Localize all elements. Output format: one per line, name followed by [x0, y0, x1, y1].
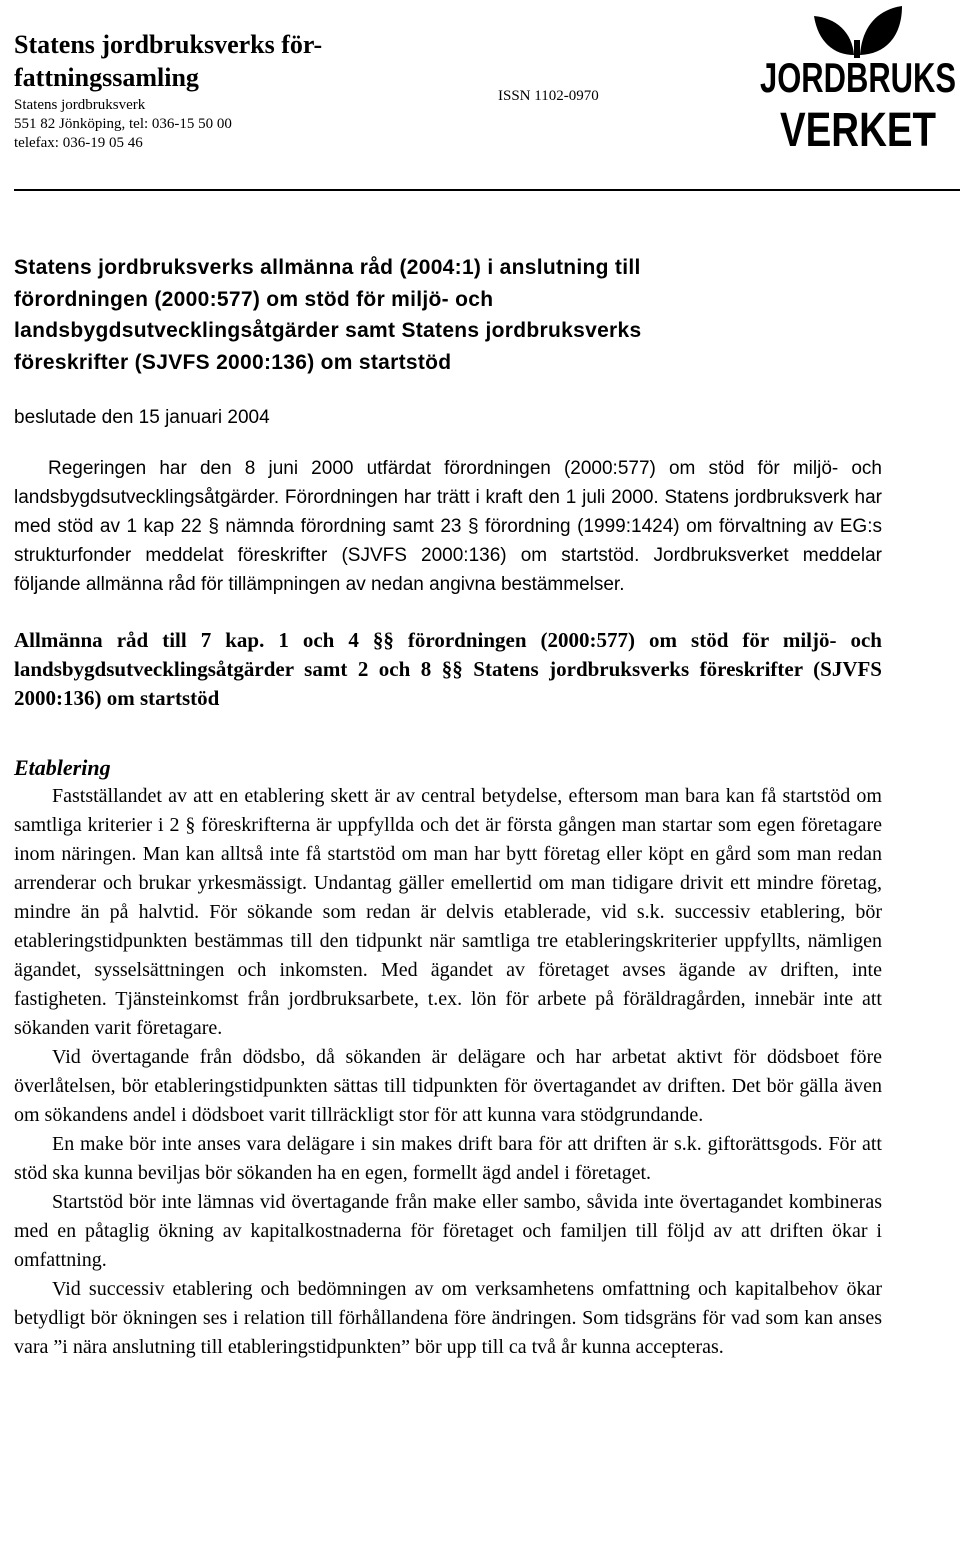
paragraph-2: Vid övertagande från dödsbo, då sökanden är delägare och har arbetat aktivt för dödsboet före överlåtelsen, bör etableringstidpunkten sättas till tidpunkten för övertagandet av driften. Det bör gälla även om sökandens andel i dödsboet varit tillräckligt stor för att kunna vara stödgrundande. — [14, 1046, 882, 1126]
agency-address: 551 82 Jönköping, tel: 036-15 50 00 — [14, 116, 232, 132]
document-body — [14, 252, 882, 1362]
issn-number: ISSN 1102-0970 — [498, 88, 599, 104]
intro-paragraph: Regeringen har den 8 juni 2000 utfärdat förordningen (2000:577) om stöd för miljö- och landsbygdsutvecklingsåtgärder. Förordningen har trätt i kraft den 1 juli 2000. Statens jordbruksverk har med stöd av 1 kap 22 § nämnda förordning samt 23 § förordning (1999:1424) om förvaltning av EG:s strukturfonder meddelat föreskrifter (SJVFS 2000:136) om startstöd. Jordbruksverket meddelar följande allmänna råd för tillämpningen av nedan angivna bestämmelser. — [14, 458, 882, 595]
section-heading: Etablering — [14, 755, 111, 780]
decision-date: beslutade den 15 januari 2004 — [14, 407, 270, 428]
paragraph-3: En make bör inte anses vara delägare i sin makes drift bara för att driften är s.k. giftorättsgods. För att stöd ska kunna beviljas bör sökanden ha en egen, formellt ägd andel i företaget. — [14, 1133, 882, 1184]
logo-text-line-1: JORDBRUKS — [760, 54, 956, 101]
publication-title: Statens jordbruksverks för-fattningssamling — [14, 30, 323, 92]
agency-name: Statens jordbruksverk — [14, 97, 146, 113]
paragraph-4: Startstöd bör inte lämnas vid övertagande från make eller sambo, såvida inte övertagandet kombineras med en påtaglig ökning av kapitalkostnaderna för företaget och familjen till följd av att driften ökar i omfattning. — [14, 1191, 882, 1271]
paragraph-1: Fastställandet av att en etablering skett är av central betydelse, eftersom man bara kan få startstöd om samtliga kriterier i 2 § föreskrifterna är uppfyllda och det är första gången man startar som egen företagare inom näringen. Man kan alltså inte få startstöd om man har bytt företag eller köpt en gård som man redan arrenderar och brukar yrkesmässigt. Undantag gäller emellertid om man tidigare drivit ett mindre företag, mindre än på halvtid. För sökande som redan är delvis etablerade, vid s.k. successiv etablering, bör etableringstidpunkten bestämmas till den tidpunkt när samtliga tre etableringskriterier uppfyllts, nämligen ägandet, sysselsättningen och inkomsten. Med ägandet av företaget avses ägande av driften, inte fastigheten. Tjänsteinkomst från jordbruksarbete, t.ex. lön för arbete på föräldragården, innebär inte att sökanden varit företagare. — [14, 785, 882, 1039]
advice-subtitle: Allmänna råd till 7 kap. 1 och 4 §§ förordningen (2000:577) om stöd för miljö- och landsbygdsutvecklingsåtgärder samt 2 och 8 §§ Statens jordbruksverks föreskrifter (SJVFS 2000:136) om startstöd — [14, 628, 882, 710]
agency-fax: telefax: 036-19 05 46 — [14, 135, 143, 151]
logo-left-leaf-icon — [814, 16, 854, 55]
header-divider — [14, 189, 960, 191]
logo-right-leaf-icon — [860, 6, 902, 55]
paragraph-5: Vid successiv etablering och bedömningen av om verksamhetens omfattning och kapitalbehov ökar betydligt bör ökningen ses i relation till förhållandena före ändringen. Som tidsgräns för vad som kan anses vara ”i nära anslutning till etableringstidpunkten” bör upp till ca två år kunna accepteras. — [14, 1278, 882, 1358]
jordbruksverket-logo — [756, 0, 960, 152]
document-title: Statens jordbruksverks allmänna råd (2004:1) i anslutning till förordningen (2000:577) om stöd för miljö- och landsbygdsutvecklingsåtgärder samt Statens jordbruksverks föreskrifter (SJVFS 2000:136) om startstöd — [14, 256, 642, 374]
logo-text-line-2: VERKET — [780, 104, 936, 152]
page-header — [0, 0, 960, 195]
agency-contact — [14, 96, 232, 153]
